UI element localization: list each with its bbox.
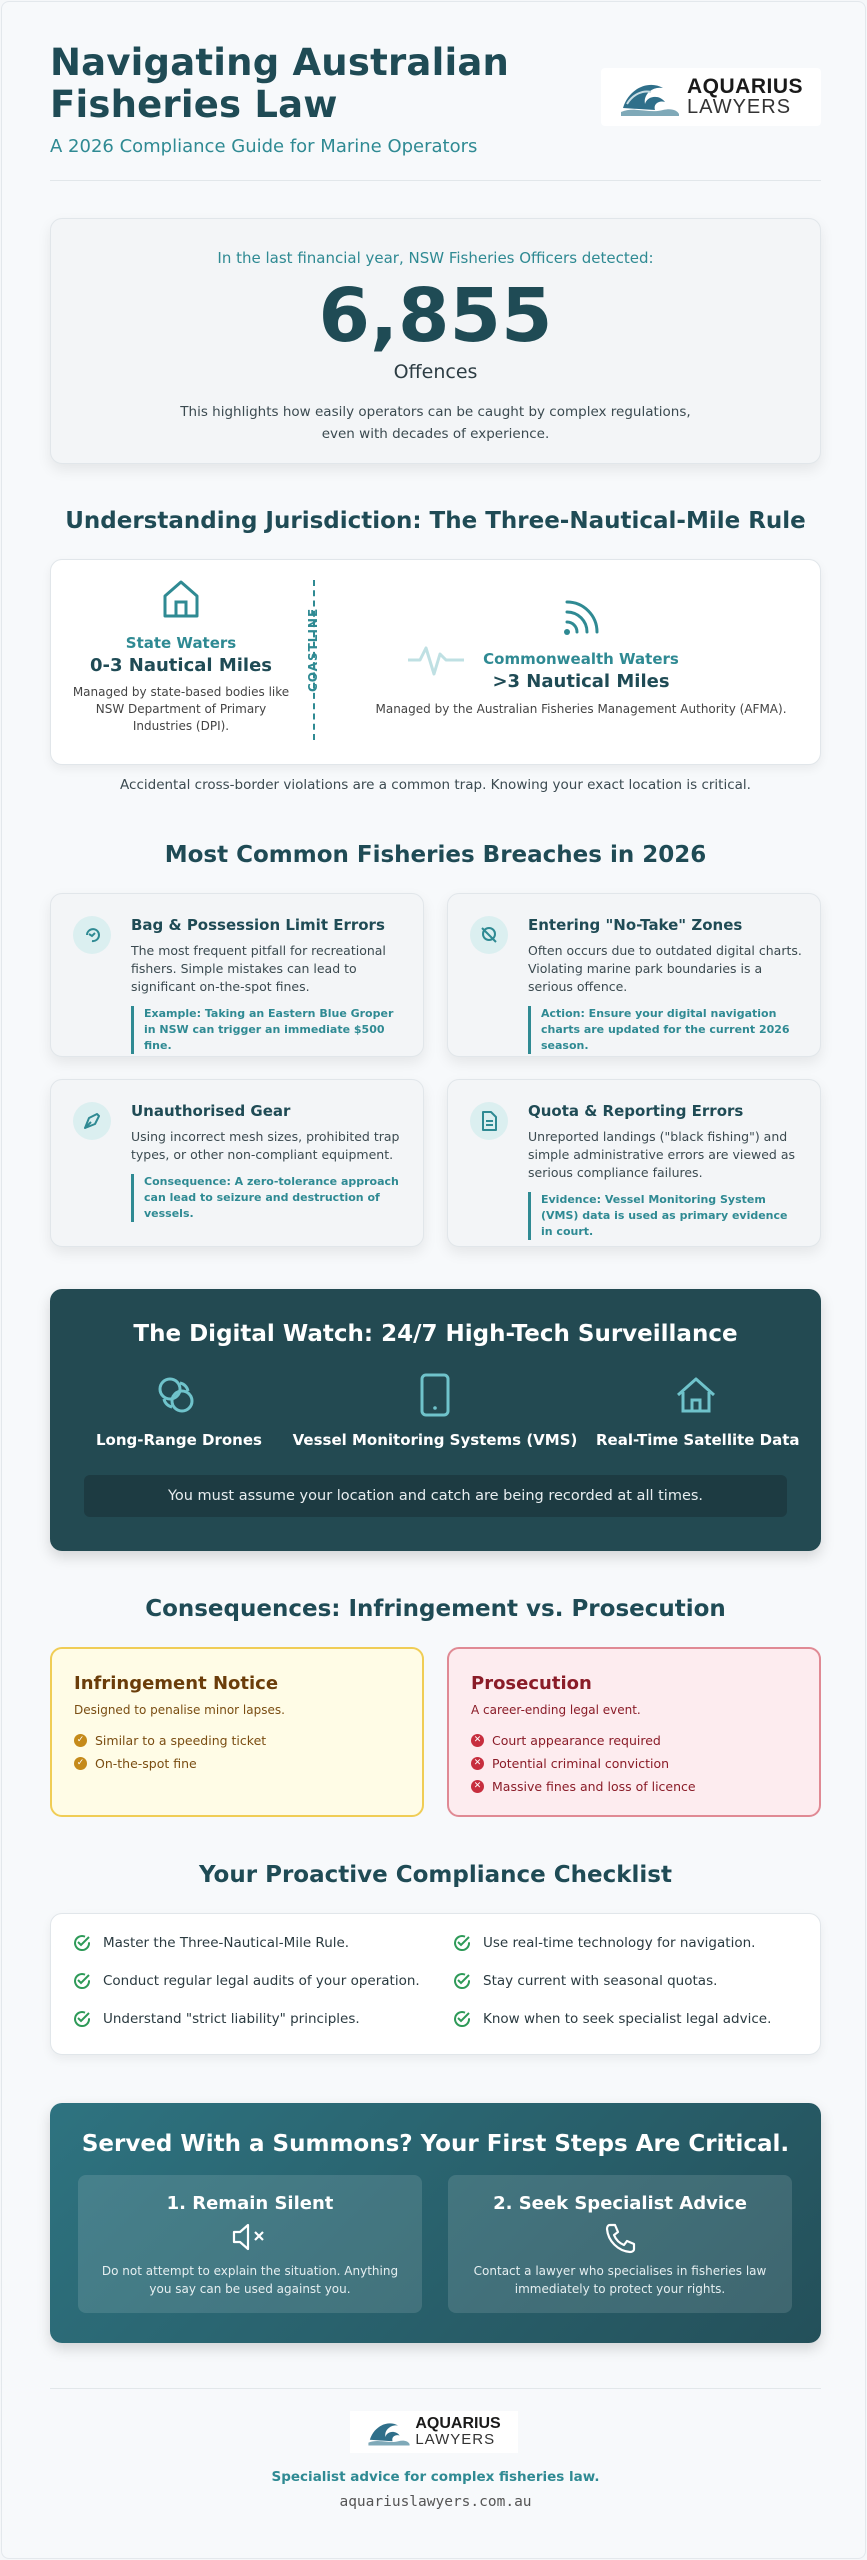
mute-icon <box>230 2222 270 2252</box>
breach-card-desc: Using incorrect mesh sizes, prohibited trap types, or other non-compliant equipment. <box>131 1129 400 1162</box>
check-circle-icon: ✓ <box>74 1757 87 1770</box>
surveillance-item-label: Real-Time Satellite Data <box>596 1431 800 1449</box>
breach-card-unauthorised-gear <box>50 1079 424 1247</box>
page-title: Navigating Australian Fisheries Law <box>50 41 510 126</box>
breach-card-no-take-zones <box>447 893 821 1057</box>
step-title: 2. Seek Specialist Advice <box>493 2193 747 2214</box>
header <box>50 42 821 182</box>
state-waters-desc: Managed by state-based bodies like NSW Department of Primary Industries (DPI). <box>72 685 290 733</box>
checklist-item: Conduct regular legal audits of your operation. <box>73 1972 420 1990</box>
stat-lead: In the last financial year, NSW Fisheries Officers detected: <box>217 249 654 267</box>
list-item: ✕ Potential criminal conviction <box>471 1752 696 1775</box>
state-waters-range: 0-3 Nautical Miles <box>89 655 272 676</box>
check-circle-icon <box>73 2010 91 2028</box>
drone-icon <box>154 1373 198 1417</box>
list-item: ✕ Court appearance required <box>471 1729 696 1752</box>
footer-tagline: Specialist advice for complex fisheries law. <box>271 2469 600 2485</box>
check-circle-icon <box>453 1934 471 1952</box>
home-icon <box>161 578 201 620</box>
checklist-item: Know when to seek specialist legal advice. <box>453 2010 771 2028</box>
coastline-label: COASTLINE <box>306 607 320 692</box>
step-desc: Do not attempt to explain the situation. Anything you say can be used against you. <box>101 2264 399 2296</box>
wave-logo-icon <box>367 2415 411 2449</box>
jurisdiction-heading: Understanding Jurisdiction: The Three-Nautical-Mile Rule <box>65 508 806 534</box>
surveillance-item-label: Vessel Monitoring Systems (VMS) <box>292 1431 578 1449</box>
commonwealth-waters <box>361 598 801 716</box>
checklist-item: Master the Three-Nautical-Mile Rule. <box>73 1934 349 1952</box>
breach-card-desc: The most frequent pitfall for recreational fishers. Simple mistakes can lead to significant on-the-spot fines. <box>131 943 386 994</box>
no-entry-icon <box>470 916 508 954</box>
commonwealth-waters-title: Commonwealth Waters <box>483 650 679 668</box>
breach-card-quota-reporting <box>447 1079 821 1247</box>
surveillance-item-satellite <box>596 1373 800 1449</box>
prosecution-subtitle: A career-ending legal event. <box>471 1703 641 1717</box>
list-item: ✓ On-the-spot fine <box>74 1752 266 1775</box>
step-title: 1. Remain Silent <box>166 2193 334 2214</box>
jurisdiction-card <box>50 559 821 765</box>
checklist-card <box>50 1913 821 2055</box>
surveillance-panel <box>50 1289 821 1551</box>
stat-note: This highlights how easily operators can be caught by complex regulations, even with decades of experience. <box>180 404 691 442</box>
page-subtitle: A 2026 Compliance Guide for Marine Operators <box>50 136 478 157</box>
commonwealth-waters-desc: Managed by the Australian Fisheries Management Authority (AFMA). <box>375 702 787 716</box>
summons-panel <box>50 2103 821 2343</box>
infringement-title: Infringement Notice <box>74 1673 279 1694</box>
checklist-item: Stay current with seasonal quotas. <box>453 1972 717 1990</box>
footer-logo <box>350 2411 518 2453</box>
checklist-item: Understand "strict liability" principles. <box>73 2010 360 2028</box>
breach-card-callout: Example: Taking an Eastern Blue Groper in NSW can trigger an immediate $500 fine. <box>131 1006 405 1054</box>
jurisdiction-note: Accidental cross-border violations are a common trap. Knowing your exact location is critical. <box>120 777 751 793</box>
scale-icon <box>73 916 111 954</box>
logo-text-line2: LAWYERS <box>686 96 792 118</box>
wave-logo-icon <box>619 74 681 120</box>
x-circle-icon: ✕ <box>471 1734 484 1747</box>
infringement-list <box>74 1729 266 1775</box>
breach-card-callout: Consequence: A zero-tolerance approach can lead to seizure and destruction of vessels. <box>131 1174 405 1222</box>
breach-card-title: Quota & Reporting Errors <box>528 1102 744 1120</box>
prosecution-title: Prosecution <box>471 1673 592 1694</box>
phone-icon <box>603 2222 637 2254</box>
breaches-heading: Most Common Fisheries Breaches in 2026 <box>164 842 707 868</box>
footer-logo-line2: LAWYERS <box>415 2431 496 2448</box>
infringement-subtitle: Designed to penalise minor lapses. <box>74 1703 285 1717</box>
document-icon <box>470 1102 508 1140</box>
divider <box>50 2388 821 2389</box>
stat-number: 6,855 <box>318 273 553 359</box>
step-remain-silent <box>78 2175 422 2313</box>
breach-card-desc: Unreported landings ("black fishing") and simple administrative errors are viewed as serious compliance failures. <box>528 1129 796 1180</box>
check-circle-icon <box>453 2010 471 2028</box>
surveillance-banner: You must assume your location and catch are being recorded at all times. <box>84 1475 787 1517</box>
commonwealth-waters-range: >3 Nautical Miles <box>492 671 670 692</box>
stat-unit: Offences <box>393 361 478 383</box>
logo-text-line1: AQUARIUS <box>686 75 803 98</box>
checklist-item: Use real-time technology for navigation. <box>453 1934 755 1952</box>
breach-card-title: Bag & Possession Limit Errors <box>131 916 385 934</box>
step-desc: Contact a lawyer who specialises in fisheries law immediately to protect your rights. <box>473 2264 767 2296</box>
surveillance-heading: The Digital Watch: 24/7 High-Tech Surveillance <box>133 1321 738 1347</box>
divider <box>50 180 821 181</box>
footer-url-link[interactable]: aquariuslawyers.com.au <box>339 2494 532 2510</box>
prosecution-card <box>447 1647 821 1817</box>
state-waters <box>71 578 291 735</box>
breach-card-callout: Evidence: Vessel Monitoring System (VMS) data is used as primary evidence in court. <box>528 1192 802 1240</box>
x-circle-icon: ✕ <box>471 1757 484 1770</box>
breach-card-desc: Often occurs due to outdated digital charts. Violating marine park boundaries is a serious offence. <box>528 943 802 994</box>
x-circle-icon: ✕ <box>471 1780 484 1793</box>
aquarius-logo <box>601 68 821 126</box>
check-circle-icon <box>453 1972 471 1990</box>
signal-icon <box>559 598 603 638</box>
check-circle-icon <box>73 1934 91 1952</box>
summons-heading: Served With a Summons? Your First Steps Are Critical. <box>81 2131 790 2157</box>
gear-icon <box>73 1102 111 1140</box>
surveillance-item-label: Long-Range Drones <box>96 1431 262 1449</box>
surveillance-item-drones <box>96 1373 262 1449</box>
check-circle-icon: ✓ <box>74 1734 87 1747</box>
breach-card-title: Entering "No-Take" Zones <box>528 916 743 934</box>
state-waters-title: State Waters <box>125 634 237 652</box>
prosecution-list <box>471 1729 696 1798</box>
list-item: ✕ Massive fines and loss of licence <box>471 1775 696 1798</box>
footer-logo-line1: AQUARIUS <box>415 2415 501 2432</box>
breach-card-title: Unauthorised Gear <box>131 1102 291 1120</box>
check-circle-icon <box>73 1972 91 1990</box>
offences-stat-card <box>50 218 821 464</box>
surveillance-item-vms <box>280 1373 590 1449</box>
step-seek-advice <box>448 2175 792 2313</box>
checklist-heading: Your Proactive Compliance Checklist <box>199 1862 672 1888</box>
consequences-heading: Consequences: Infringement vs. Prosecution <box>145 1596 726 1622</box>
breach-card-bag-limits <box>50 893 424 1057</box>
infringement-card <box>50 1647 424 1817</box>
infographic-page <box>1 1 866 2559</box>
list-item: ✓ Similar to a speeding ticket <box>74 1729 266 1752</box>
tablet-icon <box>418 1373 452 1417</box>
breach-card-callout: Action: Ensure your digital navigation charts are updated for the current 2026 season. <box>528 1006 802 1054</box>
home-icon <box>674 1373 718 1417</box>
